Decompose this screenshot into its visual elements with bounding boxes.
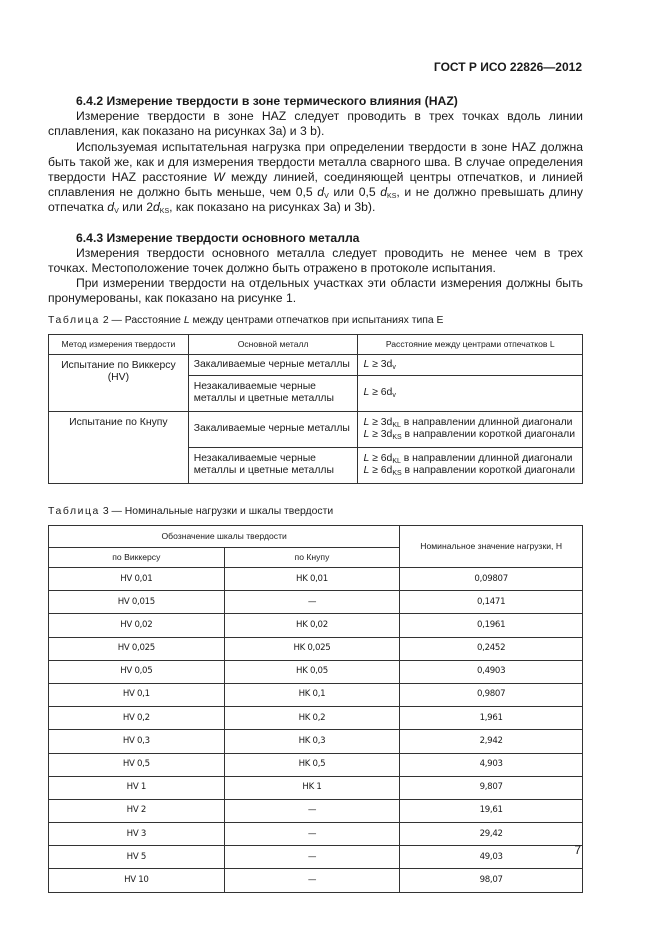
vickers-cell: HV 1	[49, 776, 225, 799]
vickers-cell: HV 2	[49, 799, 225, 822]
table-2-cell-distance: $L \ge 3d_v$	[358, 354, 583, 375]
table-row	[49, 823, 583, 846]
section-6-4-3-para-2: При измерении твердости на отдельных участках эти области измерения должны быть пронумерованы, как показано на рисунке 1.	[48, 276, 583, 306]
table-2-cell-distance: $L \ge 6d_v$	[358, 375, 583, 411]
table-row	[49, 799, 583, 822]
knoop-cell: HK 0,1	[224, 683, 400, 706]
knoop-cell: —	[224, 591, 400, 614]
table-2-header-method: Метод измерения твердости	[49, 334, 189, 354]
table-2	[48, 334, 583, 484]
table-row	[49, 707, 583, 730]
knoop-cell: —	[224, 846, 400, 869]
knoop-cell: HK 0,02	[224, 614, 400, 637]
vickers-cell: HV 0,02	[49, 614, 225, 637]
vickers-cell: HV 0,1	[49, 683, 225, 706]
section-6-4-3-para-1: Измерения твердости основного металла следует проводить не менее чем в трех точках. Местоположение точек должно быть отражено в протоколе испытания.	[48, 245, 583, 276]
knoop-cell: HK 0,05	[224, 660, 400, 683]
table-row	[49, 568, 583, 591]
table-row	[49, 846, 583, 869]
table-row	[49, 660, 583, 683]
table-2-caption: Таблица 2 — Расстояние L между центрами отпечатков при испытаниях типа Е	[48, 314, 444, 326]
table-2-header-base-metal: Основной металл	[188, 334, 358, 354]
load-cell: 0,2452	[400, 637, 583, 660]
load-cell: 29,42	[400, 823, 583, 846]
vickers-cell: HV 0,3	[49, 730, 225, 753]
table-3-header-knoop: по Кнупу	[224, 548, 400, 568]
table-2-cell-non-hardened: Незакаливаемые черные металлы и цветные металлы	[188, 375, 358, 411]
table-2-cell-hardened: Закаливаемые черные металлы	[188, 411, 358, 447]
vickers-cell: HV 3	[49, 823, 225, 846]
knoop-cell: HK 0,5	[224, 753, 400, 776]
vickers-cell: HV 0,2	[49, 707, 225, 730]
load-cell: 0,1471	[400, 591, 583, 614]
knoop-cell: HK 1	[224, 776, 400, 799]
vickers-cell: HV 0,01	[49, 568, 225, 591]
load-cell: 98,07	[400, 869, 583, 892]
knoop-cell: HK 0,2	[224, 707, 400, 730]
table-2-header-distance: Расстояние между центрами отпечатков L	[358, 334, 583, 354]
table-3-caption: Таблица 3 — Номинальные нагрузки и шкалы твердости	[48, 505, 334, 517]
section-6-4-2-para-1: Измерение твердости в зоне HAZ следует проводить в трех точках вдоль линии сплавления, как показано на рисунках 3a) и 3 b).	[48, 109, 583, 139]
vickers-cell: HV 0,5	[49, 753, 225, 776]
table-2-cell-non-hardened: Незакаливаемые черные металлы и цветные металлы	[188, 447, 358, 483]
table-2-cell-hardened: Закаливаемые черные металлы	[188, 354, 358, 375]
load-cell: 0,09807	[400, 568, 583, 591]
load-cell: 0,4903	[400, 660, 583, 683]
vickers-cell: HV 0,05	[49, 660, 225, 683]
knoop-cell: HK 0,01	[224, 568, 400, 591]
table-2-cell-knoop: Испытание по Кнупу	[49, 411, 189, 483]
table-3-header-vickers: по Виккерсу	[49, 548, 225, 568]
knoop-cell: HK 0,3	[224, 730, 400, 753]
load-cell: 0,1961	[400, 614, 583, 637]
table-row	[49, 869, 583, 892]
load-cell: 49,03	[400, 846, 583, 869]
load-cell: 0,9807	[400, 683, 583, 706]
table-2-cell-vickers: Испытание по Виккерсу (HV)	[49, 354, 189, 411]
page-content	[48, 94, 583, 893]
table-2-cell-distance: $L \ge 3d_{KL}$ в направлении длинной диагонали $L \ge 3d_{KS}$ в направлении короткой диагонали	[358, 411, 583, 447]
load-cell: 1,961	[400, 707, 583, 730]
load-cell: 19,61	[400, 799, 583, 822]
vickers-cell: HV 10	[49, 869, 225, 892]
table-3	[48, 525, 583, 893]
table-row	[49, 776, 583, 799]
knoop-cell: —	[224, 869, 400, 892]
section-6-4-3-title: 6.4.3 Измерение твердости основного металла	[76, 230, 360, 245]
vickers-cell: HV 5	[49, 846, 225, 869]
table-3-header-scale-group: Обозначение шкалы твердости	[49, 526, 400, 548]
table-row	[49, 730, 583, 753]
knoop-cell: HK 0,025	[224, 637, 400, 660]
vickers-cell: HV 0,015	[49, 591, 225, 614]
table-3-body	[49, 568, 583, 893]
load-cell: 9,807	[400, 776, 583, 799]
knoop-cell: —	[224, 823, 400, 846]
section-6-4-2-para-2: Используемая испытательная нагрузка при определении твердости в зоне HAZ должна быть такой же, как и для измерения твердости металла сварного шва. В случае определения твердости HAZ расстояние W между линией, соединяющей центры отпечатков, и линией сплавления не должно быть меньше, чем 0,5 $d_V$ или 0,5 $d_{KS}$, и не должно превышать длину отпечатка $d_V$ или $2d_{KS}$, как показано на рисунках 3a) и 3b).	[48, 139, 584, 216]
knoop-cell: —	[224, 799, 400, 822]
table-row	[49, 591, 583, 614]
load-cell: 2,942	[400, 730, 583, 753]
table-row	[49, 614, 583, 637]
document-header: ГОСТ Р ИСО 22826—2012	[433, 60, 582, 74]
table-row	[49, 683, 583, 706]
table-row	[49, 637, 583, 660]
table-row	[49, 753, 583, 776]
load-cell: 4,903	[400, 753, 583, 776]
table-3-header-load: Номинальное значение нагрузки, Н	[400, 526, 583, 568]
section-6-4-2-title: 6.4.2 Измерение твердости в зоне термического влияния (HAZ)	[76, 94, 458, 108]
vickers-cell: HV 0,025	[49, 637, 225, 660]
table-2-cell-distance: $L \ge 6d_{KL}$ в направлении длинной диагонали $L \ge 6d_{KS}$ в направлении короткой диагонали	[358, 447, 583, 483]
page-number: 7	[574, 843, 581, 857]
